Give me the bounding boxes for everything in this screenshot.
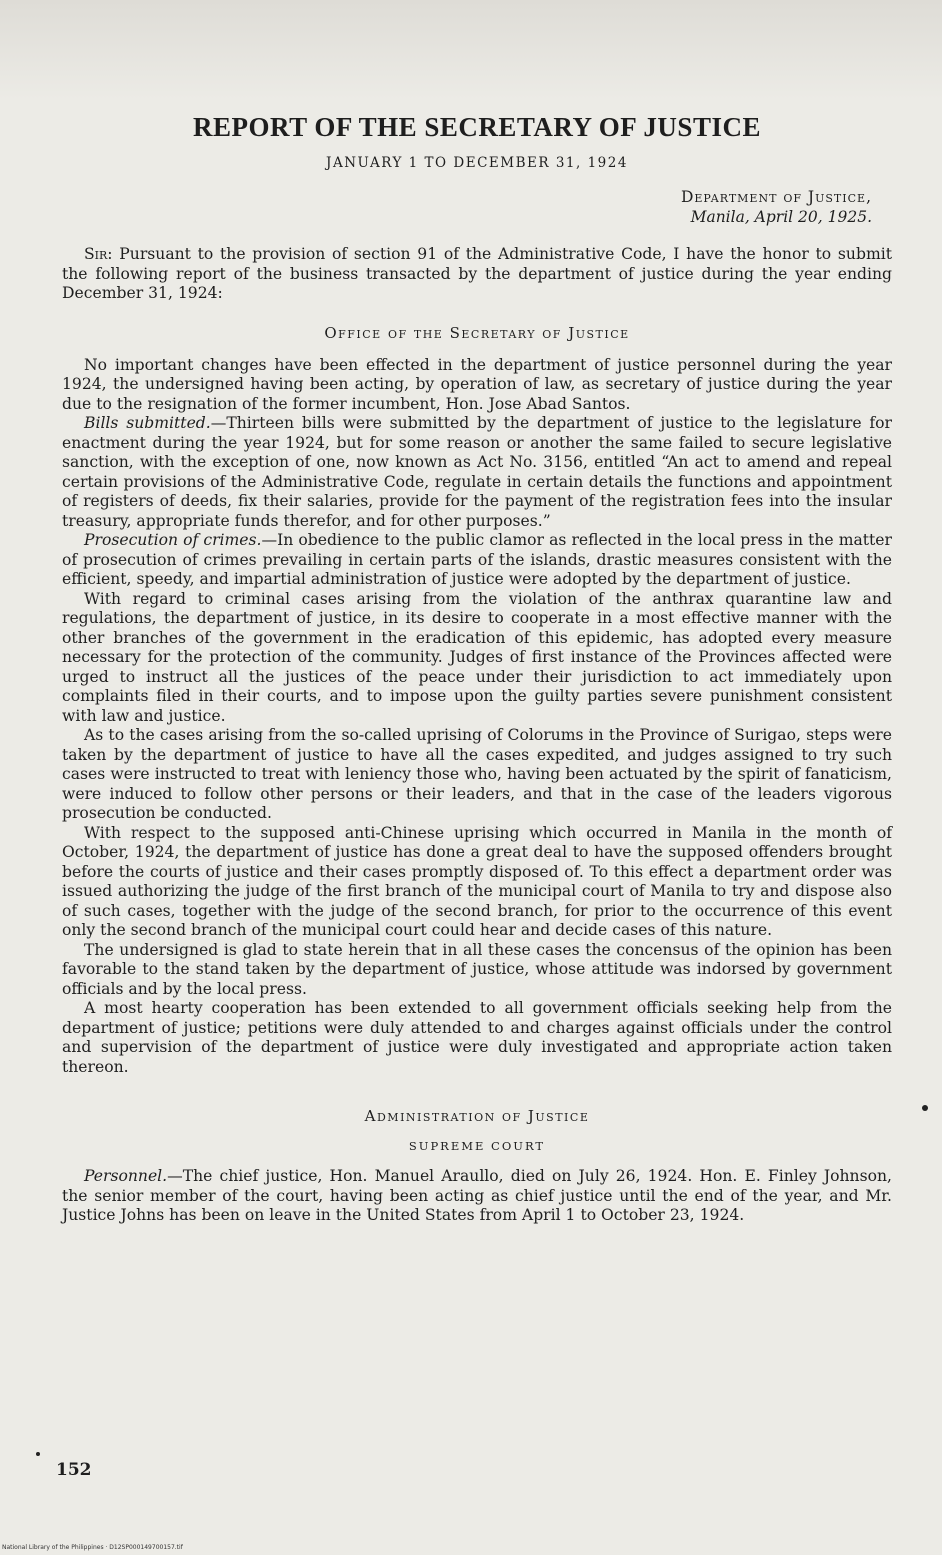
ink-spot-mark [922,1105,928,1111]
paragraph-colorums-uprising: As to the cases arising from the so-called uprising of Colorums in the Province of Surigao, steps were taken by the department of justice to have all the cases expedited, and judges assigned to try such cases were instructed to treat with leniency those who, having been actuated by the spirit of fanaticism, were induced to follow other persons or their leaders, and that in the case of the leaders vigorous prosecution be conducted. [62,726,892,822]
administration-heading: Administration of Justice [364,1107,590,1125]
lead-prosecution-of-crimes: Prosecution of crimes. [84,531,262,549]
salutation: Sir: [84,245,113,263]
lead-personnel: Personnel. [84,1167,168,1185]
paragraph-cooperation: A most hearty cooperation has been extended to all government officials seeking help from the department of justice; petitions were duly attended to and charges against officials under the control and supervision of the department of justice were duly investigated and appropriate action taken thereon. [62,999,892,1076]
report-period: JANUARY 1 TO DECEMBER 31, 1924 [326,155,628,171]
paragraph-supreme-court-personnel: Personnel.—The chief justice, Hon. Manuel Araullo, died on July 26, 1924. Hon. E. Finley Johnson, the senior member of the court, having been acting as chief justice until the end of the year, and Mr. Justice Johns has been on leave in the United States from April 1 to October 23, 1924. [62,1167,892,1224]
ink-spot-mark [36,1452,40,1456]
paragraph-anthrax-cases: With regard to criminal cases arising from the violation of the anthrax quarantine law and regulations, the department of justice, in its desire to cooperate in a most effective manner with the other branches of the government in the eradication of this epidemic, has adopted every measure necessary for the protection of the community. Judges of first instance of the Provinces affected were urged to instruct all the justices of the peace under their jurisdiction to act immediately upon complaints filed in their courts, and to impose upon the guilty parties severe punishment consistent with law and justice. [62,589,892,725]
paragraph-anti-chinese-uprising: With respect to the supposed anti-Chinese uprising which occurred in Manila in the month of October, 1924, the department of justice has done a great deal to have the supposed offenders brought before the courts of justice and their cases promptly disposed of. To this effect a department order was issued authorizing the judge of the first branch of the municipal court of Manila to try and dispose also of such cases, together with the judge of the second branch, for prior to the occurrence of this event only the second branch of the municipal court could hear and decide cases of this nature. [62,823,892,939]
dateline [62,187,892,227]
scan-top-shading [0,0,942,100]
lead-bills-submitted: Bills submitted. [84,414,211,432]
department-name: Department of Justice, [680,188,872,206]
report-title: REPORT OF THE SECRETARY OF JUSTICE [193,112,761,142]
paragraph-concensus: The undersigned is glad to state herein that in all these cases the concensus of the opinion has been favorable to the stand taken by the department of justice, whose attitude was indorsed by government officials and by the local press. [62,940,892,998]
document-page [62,100,892,1226]
office-heading: Office of the Secretary of Justice [324,323,630,342]
paragraph-personnel-changes: No important changes have been effected in the department of justice personnel during the year 1924, the undersigned having been acting, by operation of law, as secretary of justice during the year due to the resignation of the former incumbent, Hon. Jose Abad Santos. [62,355,892,413]
supreme-court-heading: SUPREME COURT [408,1139,546,1153]
paragraph-prosecution-of-crimes: Prosecution of crimes.—In obedience to the public clamor as reflected in the local press in the matter of prosecution of crimes prevailing in certain parts of the islands, drastic measures consistent with the efficient, speedy, and impartial administration of justice were adopted by the department of justice. [62,531,892,588]
page-number: 152 [56,1460,92,1480]
place-date: Manila, April 20, 1925. [690,208,872,226]
paragraph-bills-submitted: Bills submitted.—Thirteen bills were submitted by the department of justice to the legislature for enactment during the year 1924, but for some reason or another the same failed to secure legislative sanction, with the exception of one, now known as Act No. 3156, entitled “An act to amend and repeal certain provisions of the Administrative Code, regulate in certain details the functions and appointment of registers of deeds, fix their salaries, provide for the payment of the registration fees into the insular treasury, appropriate funds therefor, and for other purposes.” [62,414,892,530]
salutation-text: Pursuant to the provision of section 91 of the Administrative Code, I have the honor to submit the following report of the business transacted by the department of justice during the year ending December 31, 1924: [62,245,892,302]
salutation-paragraph [62,245,892,304]
scan-footer: National Library of the Philippines · D12SP000149700157.tif [2,1544,183,1551]
